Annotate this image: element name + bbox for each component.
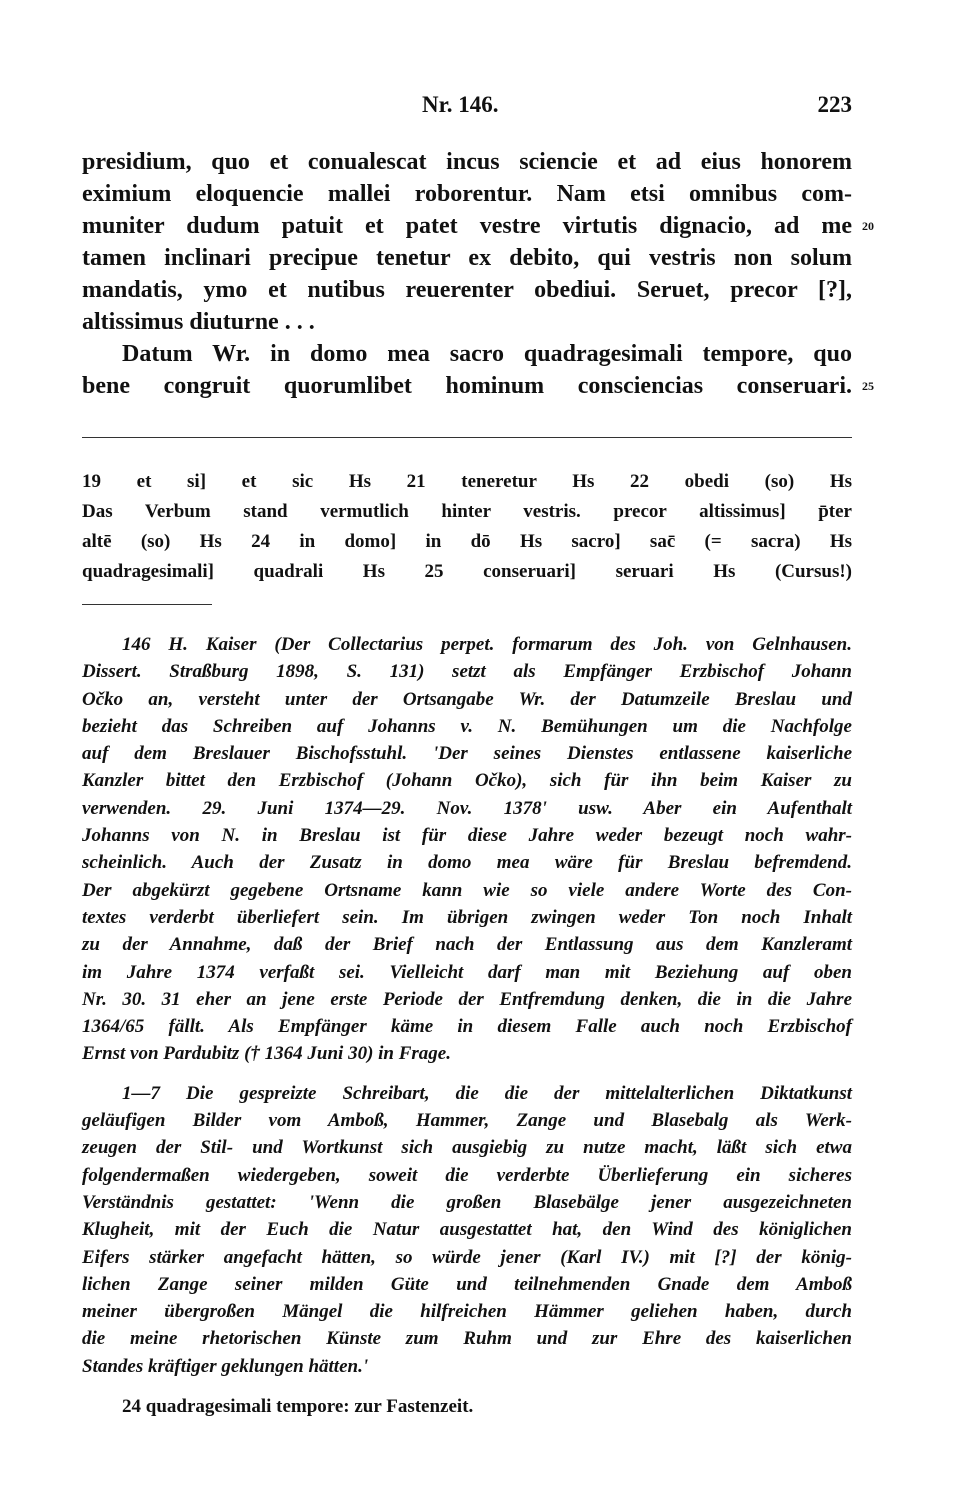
commentary-line: textes verderbt überliefert sein. Im übrigen zwingen weder Ton noch Inhalt [82, 906, 852, 928]
commentary-line: Očko an, versteht unter der Ortsangabe Wr. der Datumzeile Breslau und [82, 688, 852, 710]
final-note-line: 24 quadragesimali tempore: zur Fastenzeit. [122, 1396, 474, 1418]
line-number-25: 25 [862, 379, 874, 393]
commentary-line: 146 H. Kaiser (Der Collectarius perpet. formarum des Joh. von Gelnhausen. [122, 634, 852, 655]
page-number: 223 [817, 92, 852, 117]
commentary-line: scheinlich. Auch der Zusatz in domo mea wäre für Breslau befremdend. [82, 852, 852, 874]
page-header [82, 92, 852, 128]
short-divider [82, 604, 212, 605]
commentary-line: 1—7 Die gespreizte Schreibart, die die der mittelalterlichen Diktatkunst [122, 1082, 852, 1104]
commentary [82, 619, 852, 1422]
commentary-line: Nr. 30. 31 eher an jene erste Periode der Entfremdung denken, die in die Jahre [82, 988, 852, 1010]
commentary-line: lichen Zange seiner milden Güte und teilnehmenden Gnade dem Amboß [82, 1273, 852, 1295]
commentary-line: verwenden. 29. Juni 1374—29. Nov. 1378' usw. Aber ein Aufenthalt [82, 797, 852, 819]
commentary-paragraph-1 [82, 631, 852, 1068]
commentary-line: Klugheit, mit der Euch die Natur ausgestattet hat, den Wind des königlichen [82, 1219, 852, 1241]
commentary-line: zeugen der Stil- und Wortkunst sich ausgiebig zu nutze macht, läßt sich etwa [82, 1137, 852, 1159]
page [82, 92, 874, 1418]
text-line: altissimus diuturne . . . [82, 309, 315, 335]
commentary-line: bezieht das Schreiben auf Johanns v. N. Bemühungen um die Nachfolge [82, 715, 852, 737]
text-line: presidium, quo et conualescat incus sciencie et ad eius honorem [82, 149, 852, 175]
commentary-line: Verständnis gestattet: 'Wenn die großen Blasebälge jener ausgezeichneten [82, 1191, 852, 1213]
commentary-line: 1364/65 fällt. Als Empfänger käme in diesem Falle auch noch Erzbischof [82, 1016, 852, 1038]
apparatus-line: quadragesimali] quadrali Hs 25 conseruari] seruari Hs (Cursus!) [82, 561, 852, 582]
apparatus-line: altē (so) Hs 24 in domo] in dō Hs sacro] sac̄ (= sacra) Hs [82, 531, 852, 552]
commentary-line: Johanns von N. in Breslau ist für diese Jahre weder bezeugt noch wahr- [82, 825, 852, 847]
section-divider [82, 437, 852, 438]
commentary-line: im Jahre 1374 verfaßt sei. Vielleicht darf man mit Beziehung auf oben [82, 961, 852, 983]
text-line: Datum Wr. in domo mea sacro quadragesimali tempore, quo [122, 341, 852, 367]
document-number: Nr. 146. [422, 92, 499, 117]
critical-apparatus [82, 467, 852, 587]
commentary-line: folgendermaßen wiedergeben, soweit die verderbte Überlieferung ein sicheres [82, 1164, 852, 1186]
text-line: eximium eloquencie mallei roborentur. Nam etsi omnibus com- [82, 181, 852, 207]
line-number-20: 20 [862, 219, 874, 233]
text-line: muniter dudum patuit et patet vestre virtutis dignacio, ad me 20 [82, 210, 852, 242]
apparatus-line: 19 et si] et sic Hs 21 teneretur Hs 22 obedi (so) Hs [82, 471, 852, 492]
text-line: mandatis, ymo et nutibus reuerenter obediui. Seruet, precor [?], [82, 277, 852, 303]
commentary-line: auf dem Breslauer Bischofsstuhl. 'Der seines Dienstes entlassene kaiserliche [82, 743, 852, 765]
commentary-line: zu der Annahme, daß der Brief nach der Entlassung aus dem Kanzleramt [82, 934, 852, 956]
text-line: tamen inclinari precipue tenetur ex debito, qui vestris non solum [82, 245, 852, 271]
final-note [82, 1392, 852, 1422]
commentary-line: meiner übergroßen Mängel die hilfreichen Hämmer geliehen haben, durch [82, 1301, 852, 1323]
main-text [82, 146, 874, 402]
commentary-line: die meine rhetorischen Künste zum Ruhm und zur Ehre des kaiserlichen [82, 1328, 852, 1350]
commentary-line: Standes kräftiger geklungen hätten.' [82, 1355, 369, 1377]
commentary-line: Ernst von Pardubitz († 1364 Juni 30) in Frage. [82, 1043, 451, 1065]
apparatus-line: Das Verbum stand vermutlich hinter vestris. precor altissimus] p̄ter [82, 501, 852, 522]
commentary-paragraph-2 [82, 1080, 852, 1380]
text-line: bene congruit quorumlibet hominum consciencias conseruari. 25 [82, 370, 852, 402]
commentary-line: Der abgekürzt gegebene Ortsname kann wie so viele andere Worte des Con- [82, 879, 852, 901]
commentary-line: Dissert. Straßburg 1898, S. 131) setzt als Empfänger Erzbischof Johann [82, 661, 852, 683]
commentary-line: Eifers stärker angefacht hätten, so würde jener (Karl IV.) mit [?] der könig- [82, 1246, 852, 1268]
commentary-line: Kanzler bittet den Erzbischof (Johann Očko), sich für ihn beim Kaiser zu [82, 770, 852, 792]
commentary-line: geläufigen Bilder vom Amboß, Hammer, Zange und Blasebalg als Werk- [82, 1110, 852, 1132]
